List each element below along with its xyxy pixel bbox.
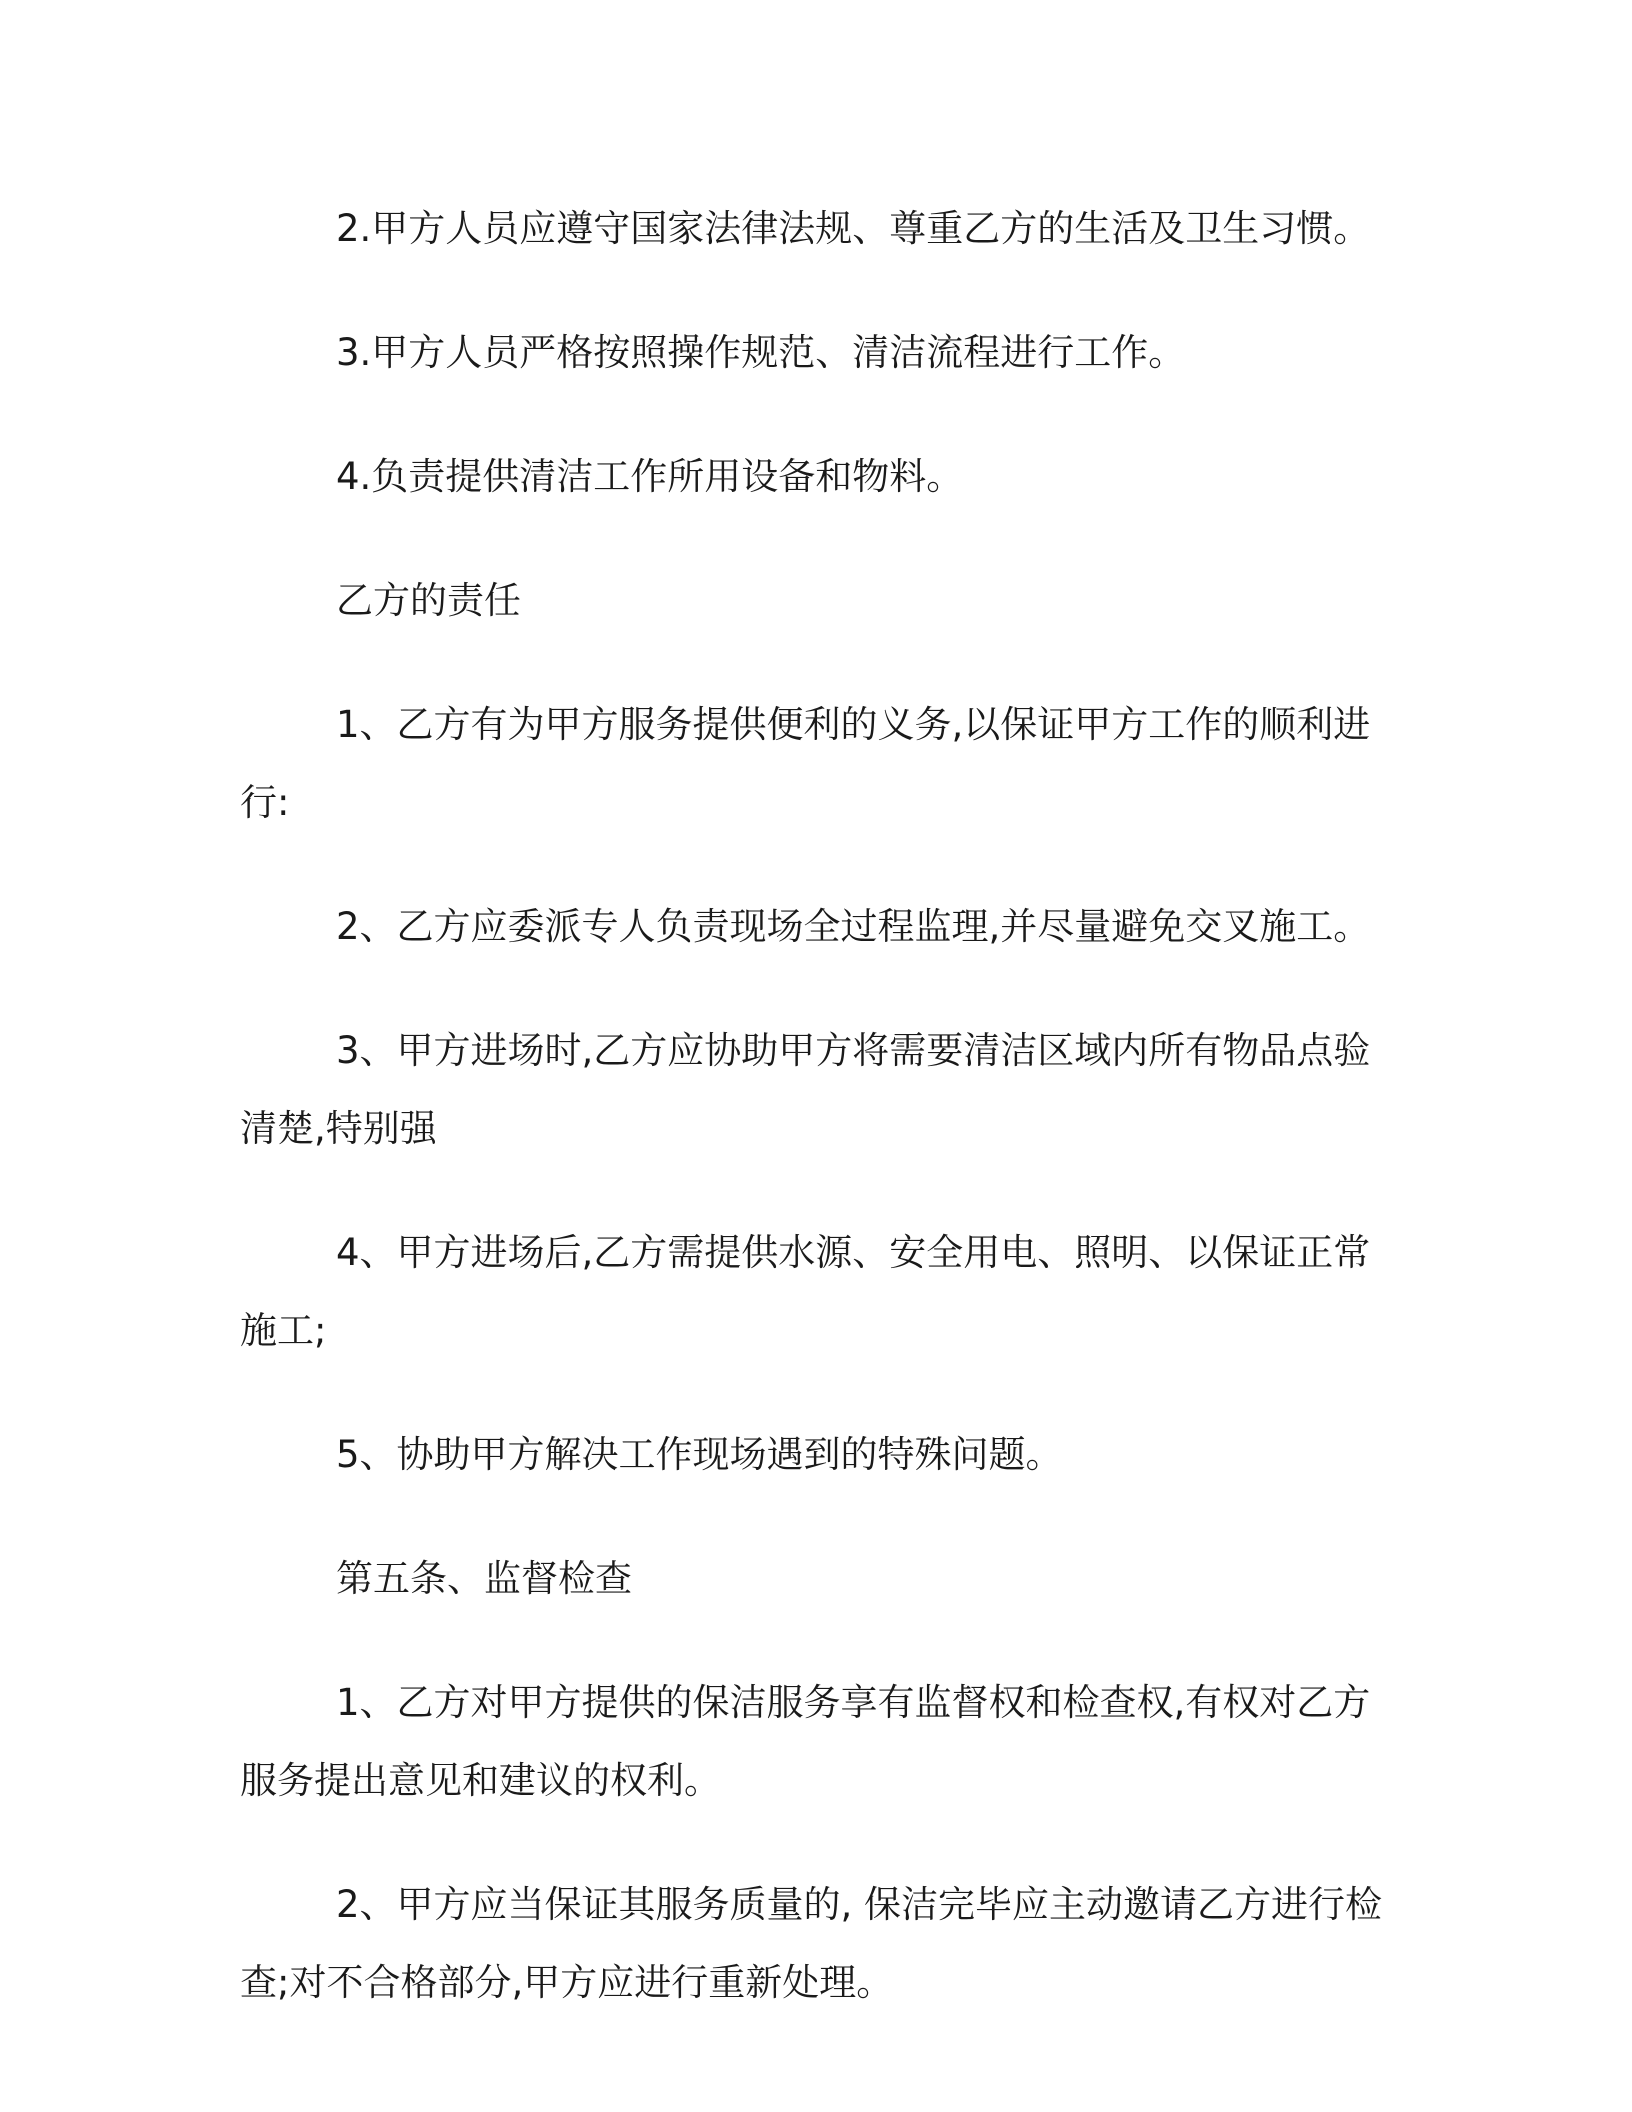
paragraph: 1、乙方有为甲方服务提供便利的义务,以保证甲方工作的顺利进行:	[240, 703, 1371, 824]
paragraph: 4.负责提供清洁工作所用设备和物料。	[336, 455, 964, 498]
section-heading: 第五条、监督检查	[336, 1557, 632, 1600]
paragraph: 2、乙方应委派专人负责现场全过程监理,并尽量避免交叉施工。	[336, 905, 1371, 948]
section-heading: 乙方的责任	[336, 579, 521, 622]
paragraph: 1、乙方对甲方提供的保洁服务享有监督权和检查权,有权对乙方服务提出意见和建议的权利。	[240, 1681, 1371, 1802]
paragraph: 4、甲方进场后,乙方需提供水源、安全用电、照明、以保证正常施工;	[240, 1231, 1371, 1352]
paragraph: 2、甲方应当保证其服务质量的, 保洁完毕应主动邀请乙方进行检查;对不合格部分,甲方应进行重新处理。	[240, 1883, 1383, 2004]
paragraph: 5、协助甲方解决工作现场遇到的特殊问题。	[336, 1433, 1063, 1476]
paragraph: 3.甲方人员严格按照操作规范、清洁流程进行工作。	[336, 331, 1186, 374]
document-body	[240, 190, 1386, 2068]
paragraph: 2.甲方人员应遵守国家法律法规、尊重乙方的生活及卫生习惯。	[336, 207, 1371, 250]
paragraph: 3、甲方进场时,乙方应协助甲方将需要清洁区域内所有物品点验清楚,特别强	[240, 1029, 1371, 1150]
